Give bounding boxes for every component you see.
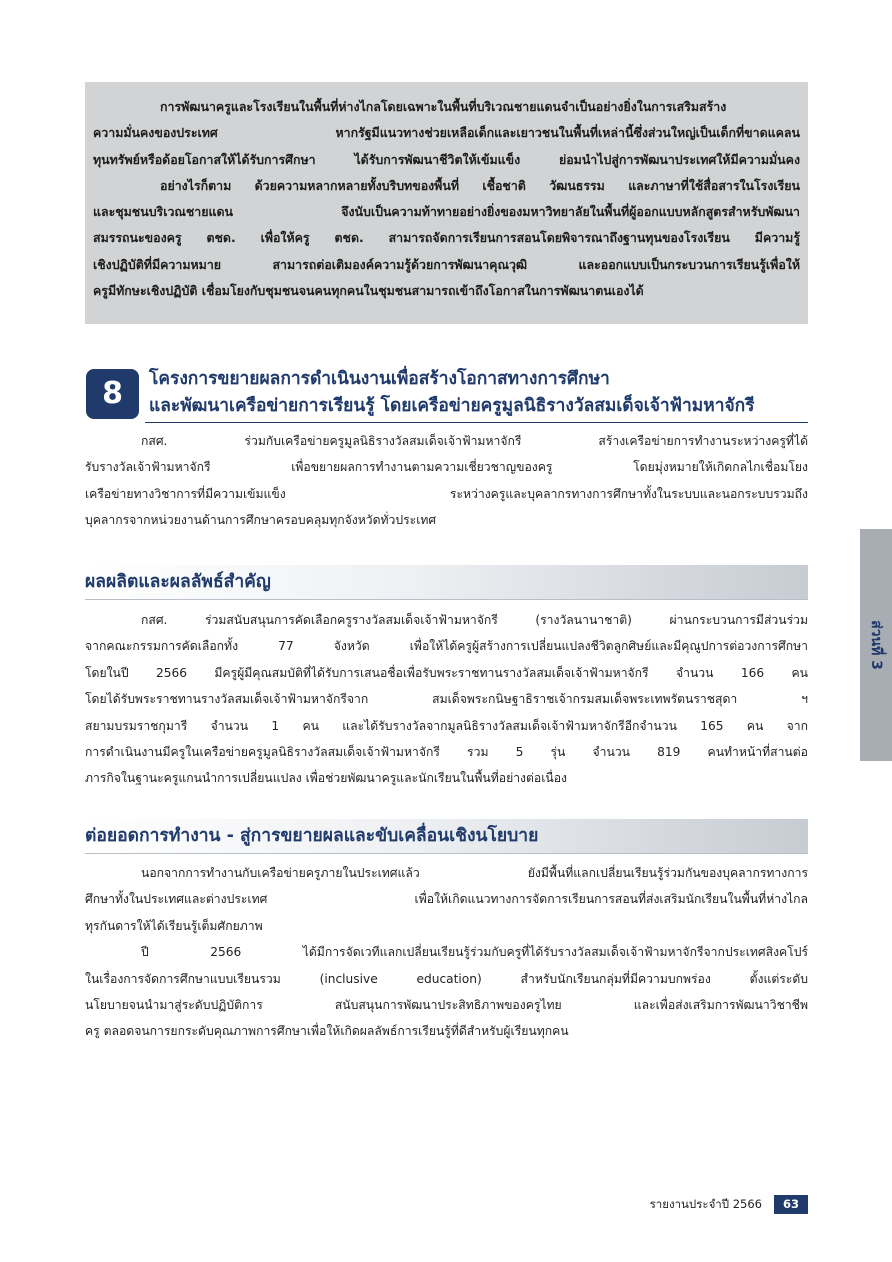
intro-line: สมรรถนะของครู ตชด. เพื่อให้ครู ตชด. สามารถจัดการเรียนการสอนโดยพิจารณาถึงฐานทุนของโรงเรียน มีความรู้ — [93, 230, 800, 246]
page-footer — [612, 1195, 808, 1215]
paragraph-line: นอกจากการทำงานกับเครือข่ายครูภายในประเทศแล้ว ยังมีพื้นที่แลกเปลี่ยนเรียนรู้ร่วมกันของบุคลากรทางการ — [141, 866, 808, 880]
intro-box — [85, 82, 808, 324]
intro-line: และชุมชนบริเวณชายแดน จึงนับเป็นความท้าทายอย่างยิ่งของมหาวิทยาลัยในพื้นที่ผู้ออกแบบหลักสูตรสำหรับพัฒนา — [93, 204, 800, 220]
paragraph-line: สยามบรมราชกุมารี จำนวน 1 คน และได้รับรางวัลจากมูลนิธิรางวัลสมเด็จเจ้าฟ้ามหาจักรีอีกจำนวน 165 คน จาก — [85, 718, 808, 733]
side-section-tab — [860, 529, 892, 761]
intro-line: ความมั่นคงของประเทศ หากรัฐมีแนวทางช่วยเหลือเด็กและเยาวชนในพื้นที่เหล่านี้ซึ่งส่วนใหญ่เป็นเด็กที่ขาดแคลน — [93, 125, 800, 141]
subheading-bar-continuation — [85, 819, 808, 854]
section-title-line-1: โครงการขยายผลการดำเนินงานเพื่อสร้างโอกาสทางการศึกษา — [149, 369, 610, 389]
paragraph-line: บุคลากรจากหน่วยงานด้านการศึกษาครอบคลุมทุกจังหวัดทั่วประเทศ — [85, 513, 437, 528]
section-paragraph — [85, 428, 808, 534]
report-title: รายงานประจำปี 2566 — [649, 1197, 762, 1211]
section-heading-rule — [145, 422, 808, 423]
paragraph-line: ในเรื่องการจัดการศึกษาแบบเรียนรวม (inclusive education) สำหรับนักเรียนกลุ่มที่มีความบกพร่อง ตั้งแต่ระดับ — [85, 971, 808, 986]
paragraph-line: โดยในปี 2566 มีครูผู้มีคุณสมบัติที่ได้รับการเสนอชื่อเพื่อรับพระราชทานรางวัลสมเด็จเจ้าฟ้ามหาจักรี จำนวน 166 คน — [85, 665, 808, 680]
paragraph-line: ทุรกันดารให้ได้เรียนรู้เต็มศักยภาพ — [85, 918, 263, 933]
intro-line: การพัฒนาครูและโรงเรียนในพื้นที่ห่างไกลโดยเฉพาะในพื้นที่บริเวณชายแดนจำเป็นอย่างยิ่งในการเสริมสร้าง — [160, 99, 727, 114]
side-tab-label: ส่วนที่ 3 — [868, 620, 884, 670]
continuation-paragraph — [85, 860, 808, 1045]
subheading-continuation: ต่อยอดการทำงาน - สู่การขยายผลและขับเคลื่อนเชิงนโยบาย — [85, 826, 539, 846]
subheading-bar-outputs — [85, 565, 808, 600]
section-title — [149, 366, 808, 420]
subheading-outputs: ผลผลิตและผลลัพธ์สำคัญ — [85, 572, 271, 592]
section-number-badge: 8 — [86, 369, 139, 419]
paragraph-line: นโยบายจนนำมาสู่ระดับปฏิบัติการ สนับสนุนการพัฒนาประสิทธิภาพของครูไทย และเพื่อส่งเสริมการพัฒนาวิชาชีพ — [85, 998, 808, 1013]
section-heading — [85, 362, 808, 424]
paragraph-line: เครือข่ายทางวิชาการที่มีความเข้มแข็ง ระหว่างครูและบุคลากรทางการศึกษาทั้งในระบบและนอกระบบรวมถึง — [85, 486, 808, 501]
paragraph-line: การดำเนินงานมีครูในเครือข่ายครูมูลนิธิรางวัลสมเด็จเจ้าฟ้ามหาจักรี รวม 5 รุ่น จำนวน 819 คนทำหน้าที่สานต่อ — [85, 745, 808, 760]
paragraph-line: จากคณะกรรมการคัดเลือกทั้ง 77 จังหวัด เพื่อให้ได้ครูผู้สร้างการเปลี่ยนแปลงชีวิตลูกศิษย์และมีคุณูปการต่อวงการศึกษา — [85, 639, 808, 654]
outputs-paragraph — [85, 607, 808, 792]
page-number: 63 — [774, 1195, 808, 1214]
intro-line: ครูมีทักษะเชิงปฏิบัติ เชื่อมโยงกับชุมชนจนคนทุกคนในชุมชนสามารถเข้าถึงโอกาสในการพัฒนาตนเองได้ — [93, 283, 644, 299]
intro-line: เชิงปฏิบัติที่มีความหมาย สามารถต่อเติมองค์ความรู้ด้วยการพัฒนาคุณวุฒิ และออกแบบเป็นกระบวนการเรียนรู้เพื่อให้ — [93, 256, 800, 272]
intro-line: ทุนทรัพย์หรือด้อยโอกาสให้ได้รับการศึกษา ได้รับการพัฒนาชีวิตให้เข้มแข็ง ย่อมนำไปสู่การพัฒนาประเทศให้มีความมั่นคง — [93, 151, 800, 167]
paragraph-line: กสศ. ร่วมสนับสนุนการคัดเลือกครูรางวัลสมเด็จเจ้าฟ้ามหาจักรี (รางวัลนานาชาติ) ผ่านกระบวนการมีส่วนร่วม — [141, 613, 808, 627]
paragraph-line: โดยได้รับพระราชทานรางวัลสมเด็จเจ้าฟ้ามหาจักรีจาก สมเด็จพระกนิษฐาธิราชเจ้ากรมสมเด็จพระเทพรัตนราชสุดา ฯ — [85, 692, 808, 707]
paragraph-line: ครู ตลอดจนการยกระดับคุณภาพการศึกษาเพื่อให้เกิดผลลัพธ์การเรียนรู้ที่ดีสำหรับผู้เรียนทุกคน — [85, 1024, 569, 1039]
paragraph-line: รับรางวัลเจ้าฟ้ามหาจักรี เพื่อขยายผลการทำงานตามความเชี่ยวชาญของครู โดยมุ่งหมายให้เกิดกลไกเชื่อมโยง — [85, 460, 808, 475]
intro-line: อย่างไรก็ตาม ด้วยความหลากหลายทั้งบริบทของพื้นที่ เชื้อชาติ วัฒนธรรม และภาษาที่ใช้สื่อสารในโรงเรียน — [160, 177, 800, 193]
paragraph-line: กสศ. ร่วมกับเครือข่ายครูมูลนิธิรางวัลสมเด็จเจ้าฟ้ามหาจักรี สร้างเครือข่ายการทำงานระหว่างครูที่ได้ — [141, 434, 808, 448]
section-title-line-2: และพัฒนาเครือข่ายการเรียนรู้ โดยเครือข่ายครูมูลนิธิรางวัลสมเด็จเจ้าฟ้ามหาจักรี — [149, 396, 755, 416]
paragraph-line: ศึกษาทั้งในประเทศและต่างประเทศ เพื่อให้เกิดแนวทางการจัดการเรียนการสอนที่ส่งเสริมนักเรียนในพื้นที่ห่างไกล — [85, 892, 808, 907]
paragraph-line: ภารกิจในฐานะครูแกนนำการเปลี่ยนแปลง เพื่อช่วยพัฒนาครูและนักเรียนในพื้นที่อย่างต่อเนื่อง — [85, 771, 568, 786]
paragraph-line: ปี 2566 ได้มีการจัดเวทีแลกเปลี่ยนเรียนรู้ร่วมกับครูที่ได้รับรางวัลสมเด็จเจ้าฟ้ามหาจักรีจากประเทศสิงคโปร์ — [141, 945, 808, 960]
